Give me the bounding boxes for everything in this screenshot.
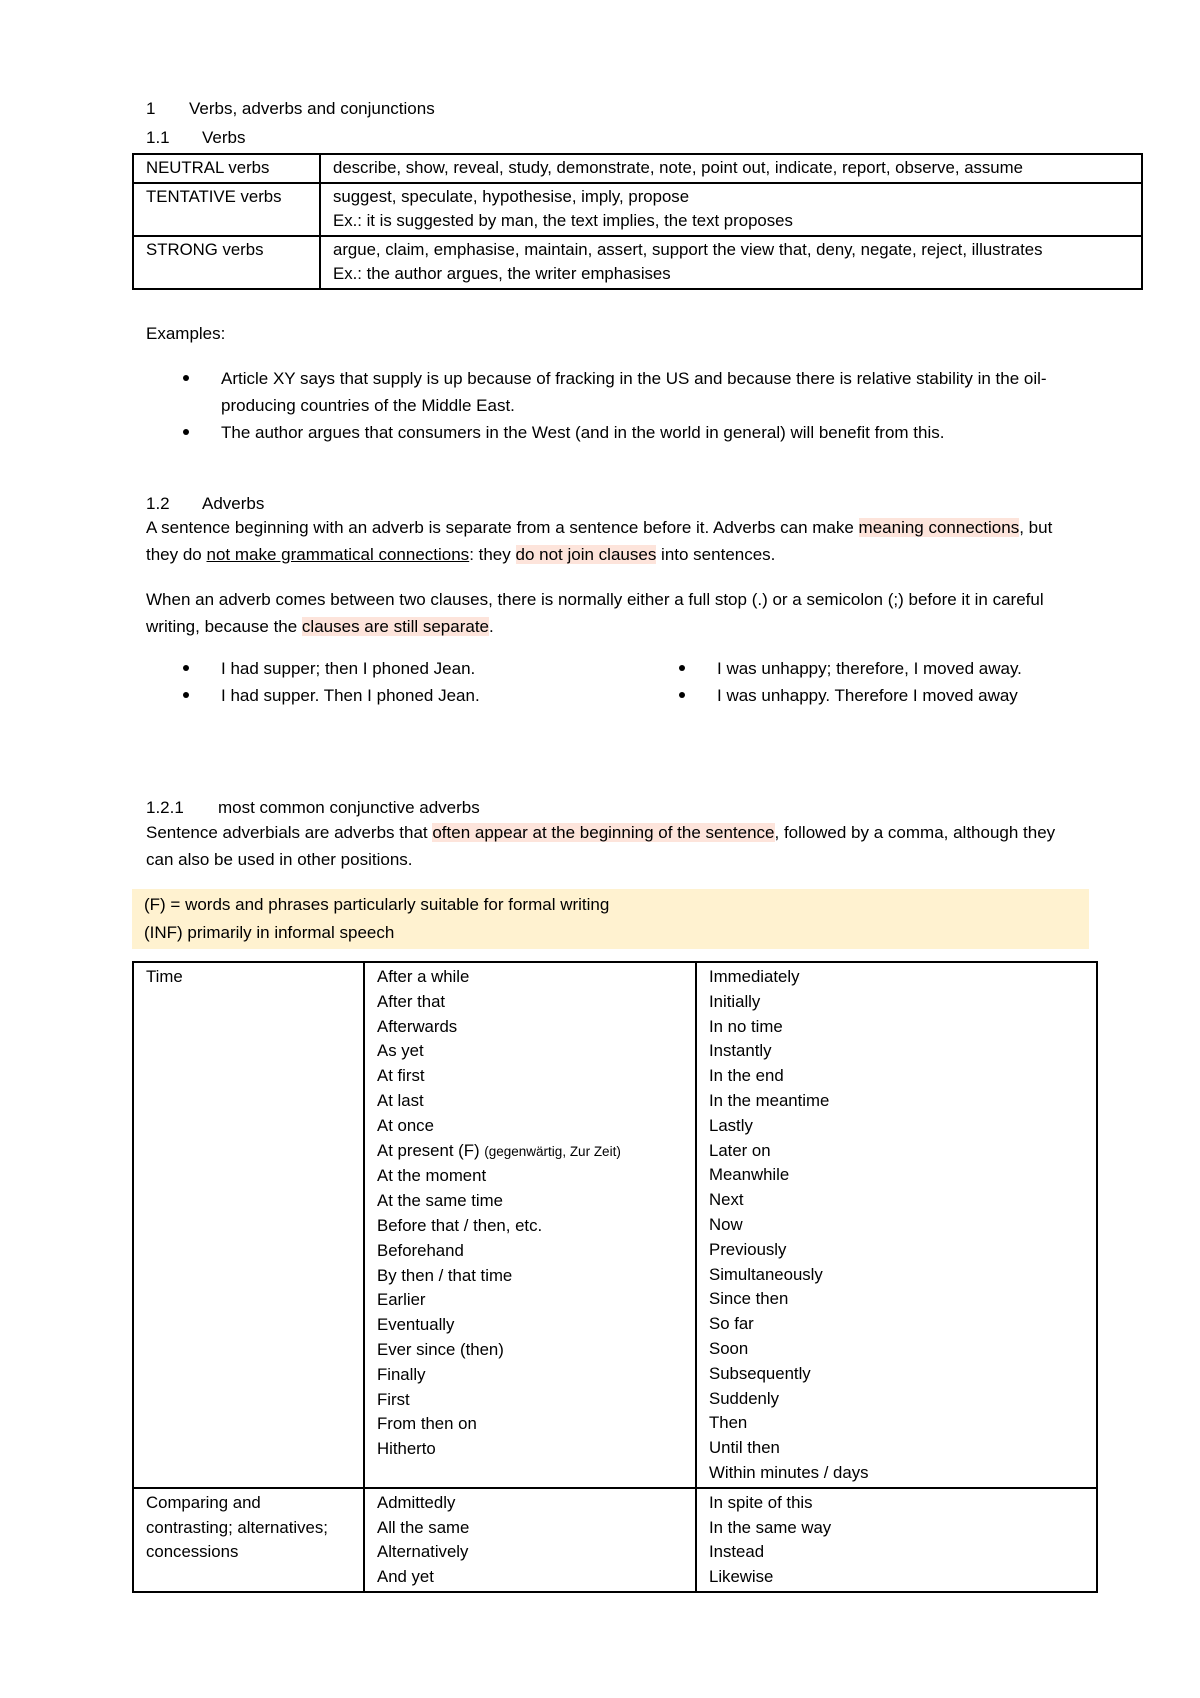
list-item: Alternatively (377, 1542, 469, 1562)
underlined-text: not make grammatical connections (206, 545, 470, 564)
text-run: When an adverb comes between two clauses, there is normally either a full stop (.) or a semicolon (;) before it in careful writing, because the (146, 590, 1044, 636)
list-item: Eventually (377, 1315, 455, 1335)
text-run: , followed by a comma, although they can also be used in other positions. (146, 823, 1056, 869)
list-item: Subsequently (709, 1363, 811, 1383)
category-cell (133, 1488, 364, 1592)
text-run: : they (469, 545, 516, 564)
adverb-examples-right (642, 655, 1112, 709)
verb-category-label: STRONG verbs (133, 236, 320, 289)
list-item: Instead (709, 1542, 765, 1562)
list-item: At the same time (377, 1191, 503, 1211)
text-run: , but they do (146, 518, 1053, 564)
list-item: Soon (709, 1338, 749, 1358)
list-item: At once (377, 1115, 434, 1135)
list-item: In the meantime (709, 1090, 830, 1110)
list-item: In no time (709, 1016, 783, 1036)
list-item: Article XY says that supply is up because of fracking in the US and because there is relative stability in the oil-producing countries of the Middle East. (146, 365, 1076, 419)
note-line: (F) = words and phrases particularly suitable for formal writing (144, 895, 610, 914)
verbs-table (132, 153, 1143, 290)
list-item: Until then (709, 1438, 780, 1458)
examples-list (146, 365, 1076, 446)
list-item: After a while (377, 967, 470, 986)
list-item: Admittedly (377, 1492, 456, 1512)
category-label-line: contrasting; alternatives; (146, 1517, 328, 1537)
adverb-column-1 (364, 962, 696, 1488)
list-item: Hitherto (377, 1439, 436, 1459)
list-item: Meanwhile (709, 1165, 790, 1185)
formality-note (132, 889, 1089, 949)
section-title: Verbs (202, 128, 246, 147)
list-item: Previously (709, 1239, 787, 1259)
list-item: All the same (377, 1517, 470, 1537)
adverb-term: At present (F) (377, 1140, 480, 1160)
list-item: I was unhappy. Therefore I moved away (642, 682, 1112, 709)
list-item: Before that / then, etc. (377, 1215, 543, 1235)
list-item: After that (377, 991, 446, 1011)
list-item: Suddenly (709, 1388, 779, 1408)
highlighted-text: clauses are still separate (301, 617, 490, 636)
section-title: most common conjunctive adverbs (218, 798, 480, 817)
section-number: 1 (146, 99, 156, 118)
list-item: Afterwards (377, 1016, 458, 1036)
list-item: As yet (377, 1041, 424, 1061)
adverb-column-1 (364, 1488, 696, 1592)
text-run: Sentence adverbials are adverbs that (146, 823, 433, 842)
list-item: Finally (377, 1364, 426, 1384)
section-title: Verbs, adverbs and conjunctions (189, 99, 435, 118)
table-row (133, 183, 1142, 236)
text-run: into sentences. (656, 545, 776, 564)
list-item: Earlier (377, 1290, 426, 1310)
category-label-line: Comparing and (146, 1492, 261, 1512)
list-item: At the moment (377, 1166, 487, 1186)
list-item: I had supper. Then I phoned Jean. (146, 682, 606, 709)
verb-line: suggest, speculate, hypothesise, imply, propose (333, 187, 690, 206)
list-item: Likewise (709, 1567, 774, 1587)
list-item: Lastly (709, 1115, 753, 1135)
list-item: Initially (709, 991, 761, 1011)
conjunctive-adverbs-table (132, 961, 1098, 1593)
examples-label: Examples: (146, 324, 226, 343)
list-item: I was unhappy; therefore, I moved away. (642, 655, 1112, 682)
table-row (133, 154, 1142, 183)
highlighted-text: meaning connections (858, 518, 1020, 537)
list-item: Next (709, 1190, 744, 1210)
list-item: So far (709, 1314, 754, 1334)
highlighted-text: do not join clauses (515, 545, 657, 564)
list-item: Immediately (709, 967, 800, 986)
section-1-1-heading (146, 127, 245, 149)
list-item: Now (709, 1214, 743, 1234)
list-item: The author argues that consumers in the West (and in the world in general) will benefit from this. (146, 419, 1076, 446)
verb-line: describe, show, reveal, study, demonstrate, note, point out, indicate, report, observe, assume (333, 158, 1023, 177)
verb-example-line: Ex.: the author argues, the writer emphasises (333, 264, 671, 283)
text-run: A sentence beginning with an adverb is separate from a sentence before it. Adverbs can make (146, 518, 859, 537)
adverb-column-2 (696, 962, 1097, 1488)
verb-category-label: TENTATIVE verbs (133, 183, 320, 236)
verb-list (320, 183, 1142, 236)
conjunctive-adverbs-paragraph (146, 819, 1066, 873)
list-item: In spite of this (709, 1492, 813, 1512)
section-1-2-heading (146, 493, 264, 515)
verb-example-line: Ex.: it is suggested by man, the text implies, the text proposes (333, 211, 793, 230)
category-label-line: concessions (146, 1542, 239, 1562)
section-1-2-1-heading (146, 797, 480, 819)
list-item: By then / that time (377, 1265, 513, 1285)
list-item (377, 1139, 683, 1165)
list-item: I had supper; then I phoned Jean. (146, 655, 606, 682)
list-item: At last (377, 1090, 424, 1110)
list-item: First (377, 1389, 410, 1409)
adverbs-paragraph-1 (146, 514, 1086, 568)
section-number: 1.2 (146, 494, 170, 513)
translation-gloss: (gegenwärtig, Zur Zeit) (484, 1143, 621, 1159)
section-1-heading (146, 98, 435, 120)
table-row (133, 236, 1142, 289)
text-run: . (489, 617, 494, 636)
table-row (133, 962, 1097, 1488)
list-item: Instantly (709, 1041, 772, 1061)
adverbs-paragraph-2 (146, 586, 1076, 640)
list-item: Later on (709, 1140, 771, 1160)
highlighted-text: often appear at the beginning of the sentence (432, 823, 775, 842)
list-item: Within minutes / days (709, 1462, 869, 1482)
verb-category-label: NEUTRAL verbs (133, 154, 320, 183)
verb-list (320, 154, 1142, 183)
list-item: And yet (377, 1567, 434, 1587)
list-item: From then on (377, 1414, 477, 1434)
list-item: At first (377, 1066, 425, 1086)
list-item: In the same way (709, 1517, 832, 1537)
adverb-column-2 (696, 1488, 1097, 1592)
list-item: In the end (709, 1066, 784, 1086)
list-item: Since then (709, 1289, 789, 1309)
section-number: 1.2.1 (146, 798, 184, 817)
section-title: Adverbs (202, 494, 265, 513)
verb-list (320, 236, 1142, 289)
list-item: Ever since (then) (377, 1339, 504, 1359)
verb-line: argue, claim, emphasise, maintain, assert, support the view that, deny, negate, reject, illustrates (333, 240, 1043, 259)
category-cell: Time (133, 962, 364, 1488)
note-line: (INF) primarily in informal speech (144, 923, 395, 942)
list-item: Simultaneously (709, 1264, 823, 1284)
list-item: Then (709, 1413, 748, 1433)
list-item: Beforehand (377, 1240, 464, 1260)
section-number: 1.1 (146, 128, 170, 147)
table-row (133, 1488, 1097, 1592)
adverb-examples-left (146, 655, 606, 709)
